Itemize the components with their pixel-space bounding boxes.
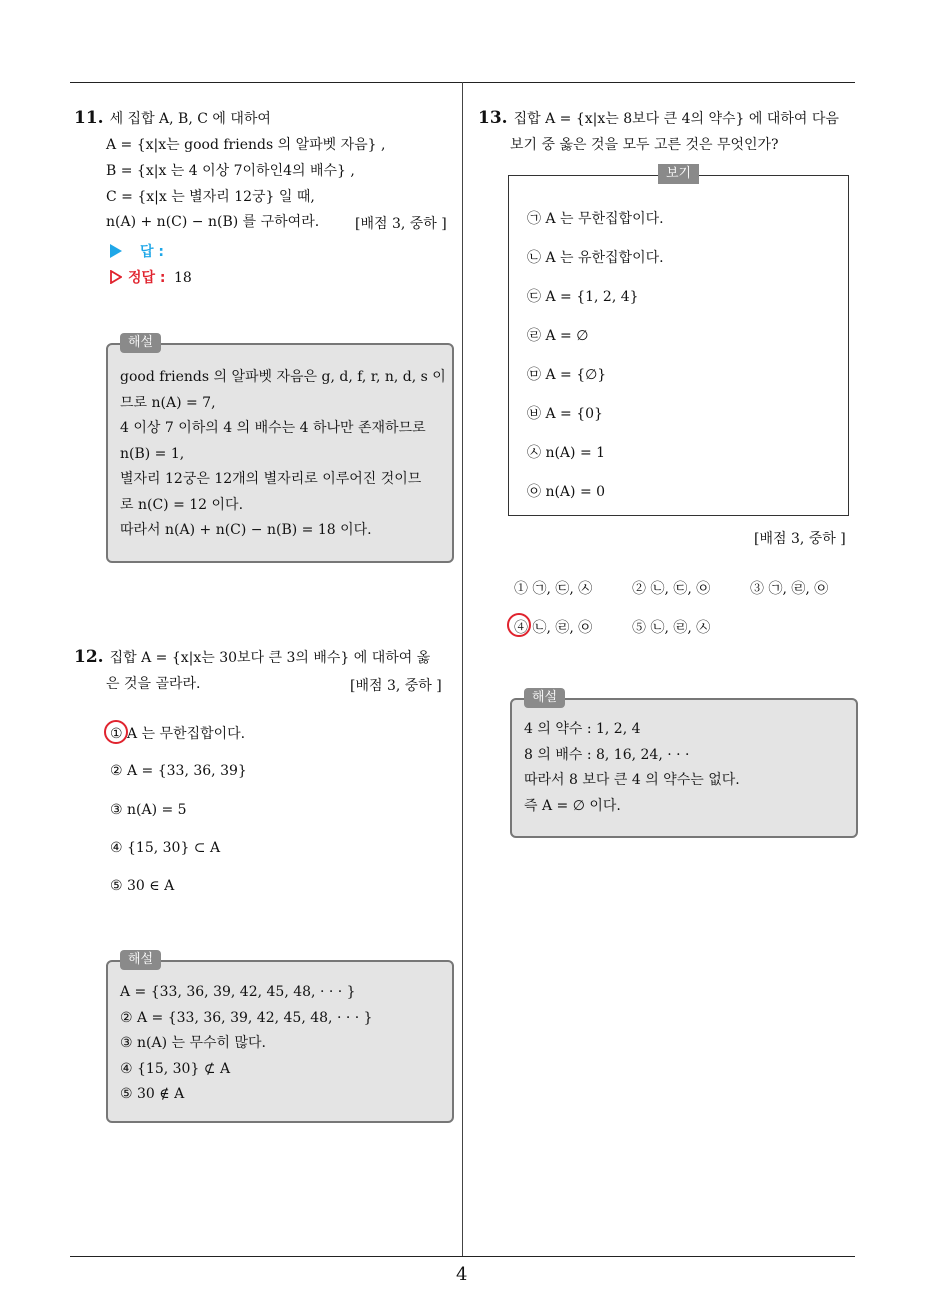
bogi-item: ㉤ A = {∅} [527,367,607,383]
explanation-line: ④ {15, 30} ⊄ A [120,1060,231,1077]
question-text-line: C = {x|x 는 별자리 12궁} 일 때, [106,189,315,205]
correct-answer-label: 정답 : [128,270,166,286]
explanation-line: 즉 A = ∅ 이다. [524,797,621,814]
explanation-tag: 해설 [120,333,161,353]
explanation-line: 따라서 8 보다 큰 4 의 약수는 없다. [524,772,740,788]
explanation-line: 4 이상 7 이하의 4 의 배수는 4 하나만 존재하므로 [120,420,426,436]
explanation-line: A = {33, 36, 39, 42, 45, 48, · · · } [120,984,356,1000]
explanation-box [510,690,858,838]
bogi-item: ㉥ A = {0} [527,406,603,422]
answer-row [110,242,164,262]
explanation-line: 8 의 배수 : 8, 16, 24, · · · [524,746,690,763]
score-label: [배점 3, 중하 ] [355,216,447,232]
bogi-box [508,166,849,516]
option-5[interactable]: ⑤ 30 ∈ A [110,878,175,894]
bogi-item: ㉡ A 는 유한집합이다. [527,250,664,266]
choice-5[interactable]: ⑤ ㉡, ㉣, ㉦ [632,620,711,636]
question-text-line: 집합 A = {x|x는 30보다 큰 3의 배수} 에 대하여 옳 [109,650,431,666]
question-text-line: 은 것을 골라라. [106,676,201,692]
option-3[interactable]: ③ n(A) = 5 [110,802,187,818]
explanation-line: n(B) = 1, [120,445,185,462]
choice-3[interactable]: ③ ㉠, ㉣, ㉧ [750,581,829,597]
option-2[interactable]: ② A = {33, 36, 39} [110,763,247,779]
bogi-item: ㉧ n(A) = 0 [527,484,606,500]
explanation-line: ⑤ 30 ∉ A [120,1086,185,1102]
question-number: 12. [74,647,104,667]
option-4[interactable]: ④ {15, 30} ⊂ A [110,840,221,856]
score-label: [배점 3, 중하 ] [754,531,846,547]
question-number: 13. [478,108,508,128]
correct-answer-value: 18 [173,270,192,286]
explanation-box [106,952,454,1123]
bogi-item: ㉢ A = {1, 2, 4} [527,289,639,305]
explanation-line: 4 의 약수 : 1, 2, 4 [524,721,641,737]
explanation-line: 별자리 12궁은 12개의 별자리로 이루어진 것이므 [120,471,422,487]
explanation-box [106,335,454,563]
explanation-tag: 해설 [524,688,565,708]
explanation-line: good friends 의 알파벳 자음은 g, d, f, r, n, d, s 이 [120,369,446,385]
answer-label: 답 : [140,244,164,260]
explanation-line: ② A = {33, 36, 39, 42, 45, 48, · · · } [120,1009,373,1026]
choice-2[interactable]: ② ㉡, ㉢, ㉧ [632,581,711,597]
question-text-line: B = {x|x 는 4 이상 7이하인4의 배수} , [106,163,355,179]
filled-triangle-icon [110,244,122,258]
question-text-line: n(A) + n(C) − n(B) 를 구하여라. [106,214,320,230]
page-number: 4 [456,1264,468,1285]
question-text-line: 집합 A = {x|x는 8보다 큰 4의 약수} 에 대하여 다음 [513,111,839,127]
bottom-rule [70,1256,855,1257]
choice-4[interactable]: ④ ㉡, ㉣, ㉧ [514,620,593,636]
question-text-line: 세 집합 A, B, C 에 대하여 [109,111,271,127]
question-text-line: A = {x|x는 good friends 의 알파벳 자음} , [106,137,386,153]
bogi-item: ㉦ n(A) = 1 [527,445,606,461]
explanation-line: ③ n(A) 는 무수히 많다. [120,1035,266,1051]
bogi-tag: 보기 [658,164,699,184]
outline-triangle-icon [110,270,122,284]
question-number: 11. [74,108,104,128]
score-label: [배점 3, 중하 ] [350,678,442,694]
option-1[interactable]: ① A 는 무한집합이다. [110,726,246,742]
explanation-line: 따라서 n(A) + n(C) − n(B) = 18 이다. [120,522,372,538]
bogi-item: ㉣ A = ∅ [527,328,589,344]
bogi-item: ㉠ A 는 무한집합이다. [527,211,664,227]
explanation-line: 로 n(C) = 12 이다. [120,496,244,513]
correct-answer-row [110,268,192,288]
question-text-line: 보기 중 옳은 것을 모두 고른 것은 무엇인가? [510,137,779,153]
column-divider [462,82,463,1257]
explanation-line: 므로 n(A) = 7, [120,394,216,411]
explanation-tag: 해설 [120,950,161,970]
choice-1[interactable]: ① ㉠, ㉢, ㉦ [514,581,593,597]
